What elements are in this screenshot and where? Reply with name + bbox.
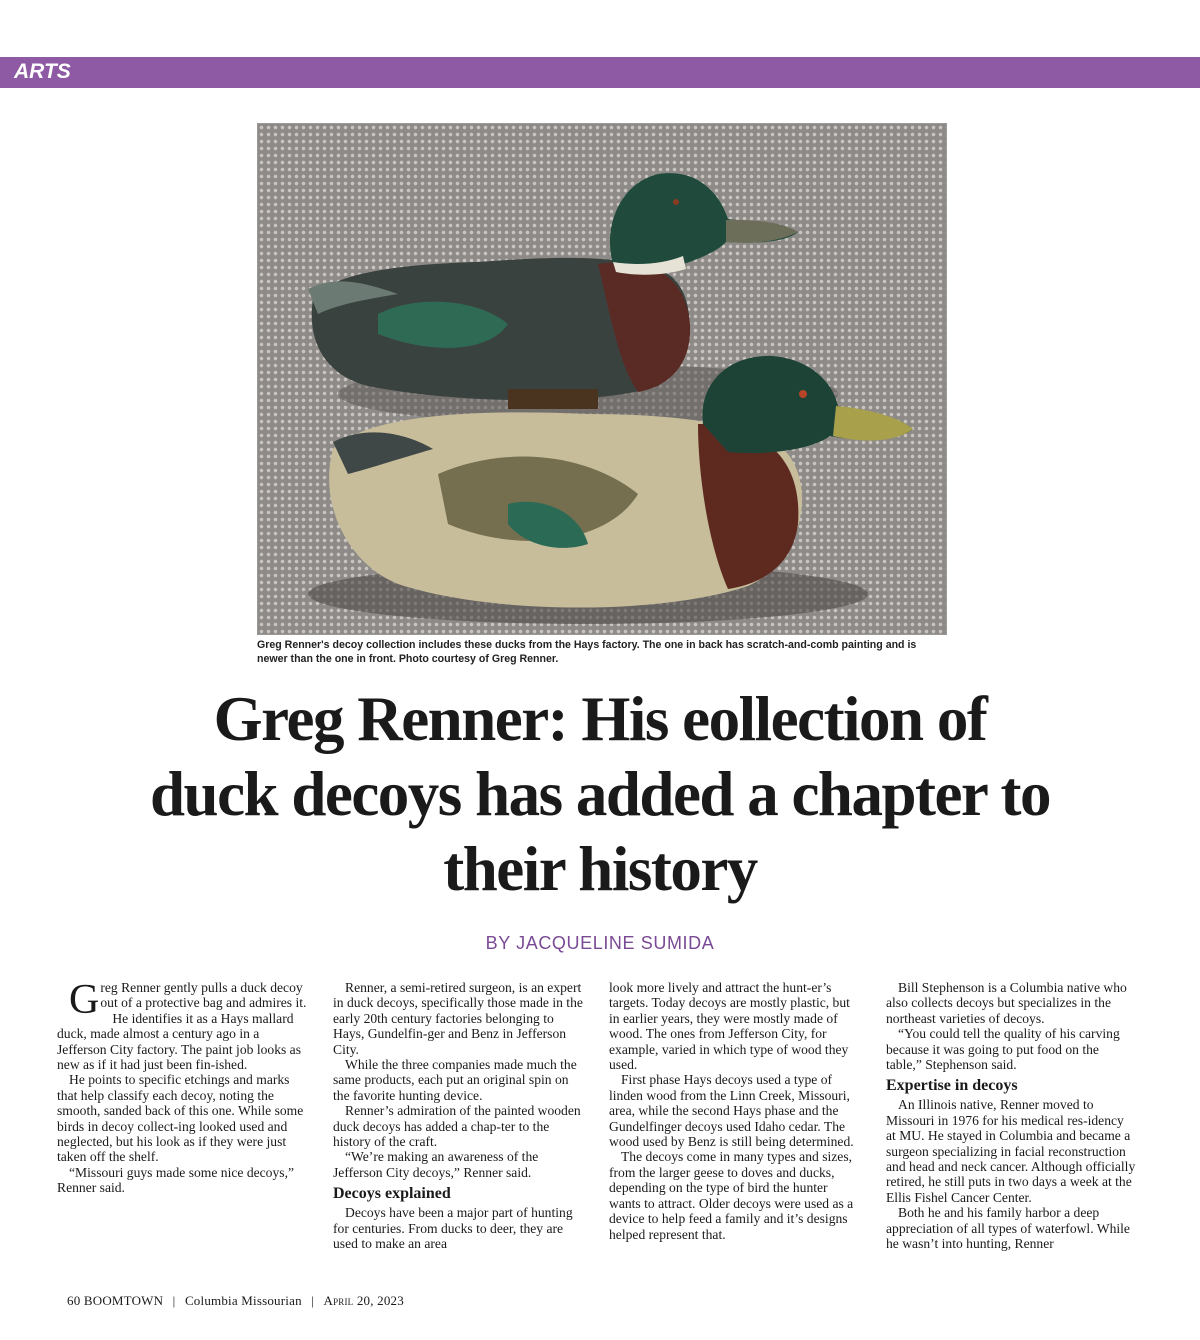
- paragraph: First phase Hays decoys used a type of linden wood from the Linn Creek, Missouri, area, while the second Hays phase and the Gundelfinger decoys used Idaho cedar. The wood used by Benz is still being determined.: [609, 1072, 854, 1150]
- paragraph: look more lively and attract the hunt-er’s targets. Today decoys are mostly plastic, but in earlier years, they were mostly made of wood. The ones from Jefferson City, for example, varied in which type of wood they used.: [609, 980, 850, 1073]
- issue-date: April 20, 2023: [323, 1293, 404, 1308]
- paragraph: He identifies it as a Hays mallard duck, made almost a century ago in a Jefferson City factory. The paint job looks as new as if it had just been fin-ished.: [57, 1010, 302, 1073]
- duck-decoys-illustration: [258, 124, 946, 634]
- photo-caption: Greg Renner's decoy collection includes these ducks from the Hays factory. The one in back has scratch-and-comb painting and is newer than the one in front. Photo courtesy of Greg Renner.: [257, 639, 917, 665]
- magazine-name: BOOMTOWN: [83, 1293, 164, 1308]
- subheading: Expertise in decoys: [886, 1077, 1018, 1095]
- paragraph: Renner’s admiration of the painted wooden duck decoys has added a chap-ter to the history of the craft.: [333, 1103, 581, 1150]
- article-headline: Greg Renner: His eollection of duck decoys has added a chapter to their history: [150, 684, 1050, 904]
- article-column-4: [886, 980, 1136, 1252]
- byline: BY JACQUELINE SUMIDA: [485, 933, 715, 953]
- paragraph: Renner, a semi-retired surgeon, is an expert in duck decoys, specifically those made in the early 20th century factories belonging to Hays, Gundelfin-ger and Benz in Jefferson City.: [333, 980, 583, 1057]
- article-column-3: [609, 980, 859, 1242]
- paragraph: “Missouri guys made some nice decoys,” Renner said.: [57, 1164, 295, 1196]
- paragraph: Decoys have been a major part of hunting for centuries. From ducks to deer, they are used to make an area: [333, 1205, 573, 1252]
- article-column-2: [333, 980, 583, 1252]
- duck-decoys-photo: [257, 123, 947, 635]
- paragraph: An Illinois native, Renner moved to Missouri in 1976 for his medical res-idency at MU. He stayed in Columbia and became a surgeon specializing in facial reconstruction and head and neck cancer. Although officially retired, he still puts in two days a week at the Ellis Fishel Cancer Center.: [886, 1097, 1136, 1205]
- paragraph: Greg Renner gently pulls a duck decoy out of a protective bag and admires it.: [69, 977, 307, 1023]
- paragraph: Bill Stephenson is a Columbia native who also collects decoys but specializes in the northeast varieties of decoys.: [886, 980, 1127, 1026]
- paragraph: The decoys come in many types and sizes, from the larger geese to doves and ducks, depending on the type of bird the hunter wants to attract. Older decoys were used as a device to help feed a family and it’s designs helped represent that.: [609, 1149, 854, 1242]
- section-label: ARTS: [14, 60, 71, 83]
- subheading: Decoys explained: [333, 1185, 451, 1203]
- paragraph: “We’re making an awareness of the Jefferson City decoys,” Renner said.: [333, 1149, 539, 1180]
- page-footer: 60 BOOMTOWN | Columbia Missourian | April 20, 2023: [67, 1293, 404, 1308]
- paragraph: “You could tell the quality of his carving because it was going to put food on the table,” Stephenson said.: [886, 1026, 1120, 1073]
- page-number: 60: [67, 1293, 81, 1308]
- drop-cap: G: [69, 977, 100, 1023]
- paragraph: Both he and his family harbor a deep appreciation of all types of waterfowl. While he wasn’t into hunting, Renner: [886, 1205, 1130, 1252]
- paragraph: He points to specific etchings and marks that help classify each decoy, noting the smooth, sanded back of this one. While some birds in decoy collect-ing looked used and neglected, but his look as if they were just taken off the shelf.: [57, 1072, 304, 1165]
- newspaper-name: Columbia Missourian: [184, 1293, 302, 1308]
- article-column-1: [57, 977, 307, 1196]
- paragraph: While the three companies made much the same products, each put an original spin on the favorite hunting device.: [333, 1057, 577, 1103]
- section-header-bar: [0, 57, 1200, 88]
